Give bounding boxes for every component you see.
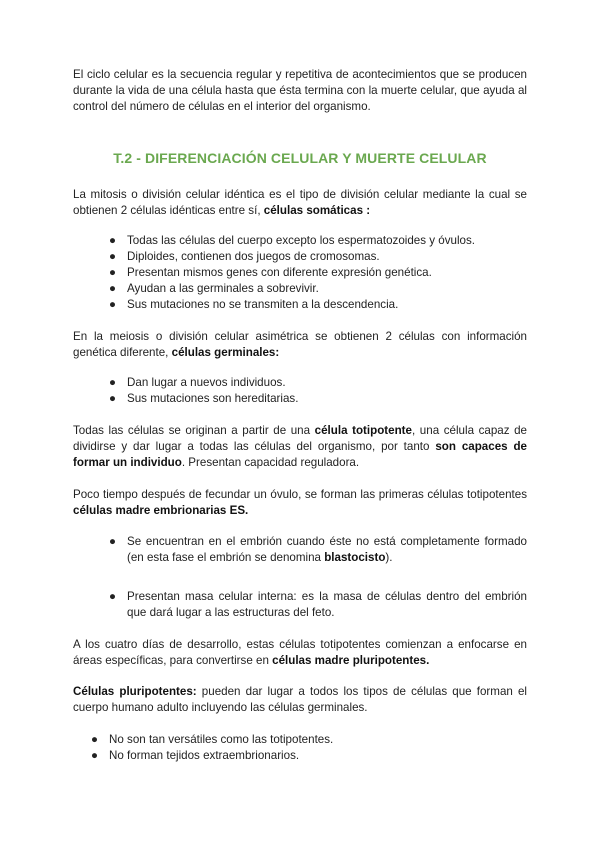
list-item: ● Ayudan a las germinales a sobrevivir.	[109, 282, 319, 295]
intro-paragraph: El ciclo celular es la secuencia regular y repetitiva de acontecimientos que se producen durante la vida de una célula hasta que ésta termina con la muerte celular, que ayuda al control del número de células en el interior del organismo.	[73, 68, 527, 113]
list-item: ● Se encuentran en el embrión cuando éste no está completamente formado (en esta fase el embrión se denomina blastocisto).	[109, 535, 527, 564]
list-item: ● Sus mutaciones no se transmiten a la descendencia.	[109, 298, 399, 311]
bullet-icon: ●	[109, 376, 117, 389]
meiosis-bold: células germinales:	[171, 346, 280, 359]
bullet-icon: ●	[109, 535, 117, 548]
pluripotent-list	[73, 732, 527, 764]
bullet-icon: ●	[109, 266, 117, 279]
germ-cells-list	[73, 375, 527, 407]
document-page	[73, 67, 527, 764]
bullet-icon: ●	[109, 234, 117, 247]
bullet-icon: ●	[109, 392, 117, 405]
pluripotent-paragraph: Células pluripotentes: pueden dar lugar a todos los tipos de células que forman el cuerpo humano adulto incluyendo las células germinales.	[73, 685, 527, 714]
bullet-icon: ●	[109, 250, 117, 263]
totipotent-paragraph: Todas las células se originan a partir de una célula totipotente, una célula capaz de dividirse y dar lugar a todas las células del organismo, por tanto son capaces de formar un individuo. Presentan capacidad reguladora.	[73, 424, 528, 469]
bullet-icon: ●	[109, 298, 117, 311]
four-days-paragraph: A los cuatro días de desarrollo, estas células totipotentes comienzan a enfocarse en áreas específicas, para convertirse en células madre pluripotentes.	[73, 638, 527, 667]
bullet-icon: ●	[109, 282, 117, 295]
section-heading: T.2 - DIFERENCIACIÓN CELULAR Y MUERTE CELULAR	[113, 150, 487, 166]
meiosis-paragraph	[73, 329, 527, 361]
bullet-icon: ●	[91, 749, 99, 762]
list-item: ● Presentan masa celular interna: es la masa de células dentro del embrión que dará lugar a las estructuras del feto.	[109, 590, 527, 619]
embryonic-list	[73, 534, 527, 621]
list-item: ● No son tan versátiles como las totipotentes.	[91, 733, 334, 746]
list-item: ● Presentan mismos genes con diferente expresión genética.	[109, 266, 432, 279]
meiosis-text: En la meiosis o división celular asimétrica se obtienen 2 células con información genética diferente,	[73, 330, 527, 359]
list-item: ● Dan lugar a nuevos individuos.	[109, 376, 286, 389]
list-item: ● Sus mutaciones son hereditarias.	[109, 392, 299, 405]
list-item: ● No forman tejidos extraembrionarios.	[91, 749, 300, 762]
list-item: ● Todas las células del cuerpo excepto los espermatozoides y óvulos.	[109, 234, 476, 247]
embryonic-paragraph: Poco tiempo después de fecundar un óvulo, se forman las primeras células totipotentes células madre embrionarias ES.	[73, 488, 527, 517]
mitosis-bold: células somáticas :	[263, 204, 371, 217]
bullet-icon: ●	[91, 733, 99, 746]
somatic-cells-list	[73, 233, 527, 313]
mitosis-paragraph	[73, 187, 527, 219]
mitosis-text: La mitosis o división celular idéntica es el tipo de división celular mediante la cual se obtienen 2 células idénticas entre sí,	[73, 188, 527, 217]
list-item: ● Diploides, contienen dos juegos de cromosomas.	[109, 250, 380, 263]
bullet-icon: ●	[109, 590, 117, 603]
